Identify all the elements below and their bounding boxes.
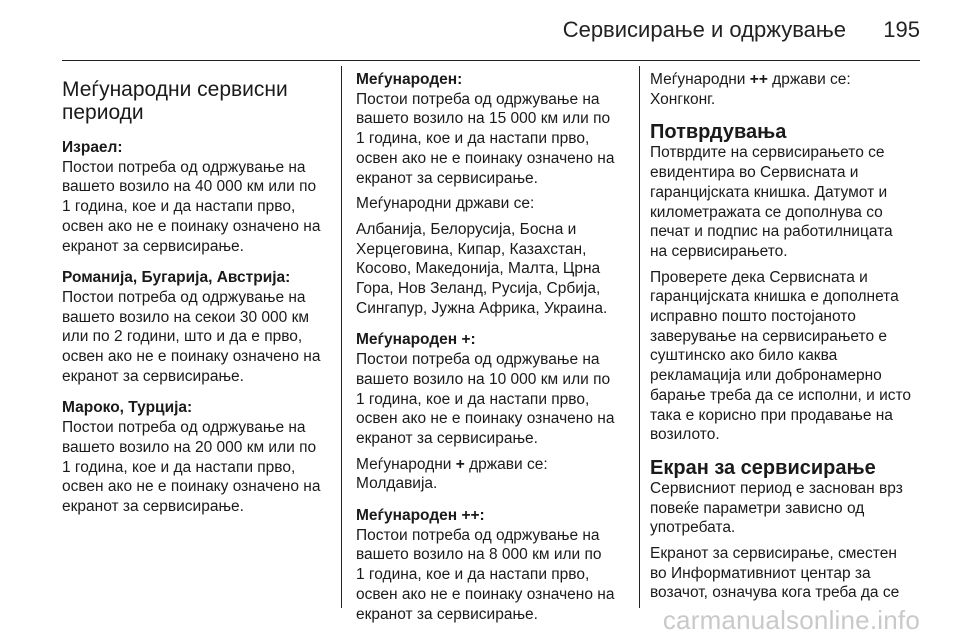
paragraph-morocco-turkey: Постои потреба од одржување на вашето возило на 20 000 км или по 1 година, кое и да настапи прво, освен ако не е поинаку означено на екранот за сервисирање. <box>62 419 321 515</box>
paragraph-romania-bulgaria-austria: Постои потреба од одржување на вашето возило на секои 30 000 км или по 2 години, што и да е прво, освен ако не е поинаку означено на екранот за сервисирање. <box>62 288 321 385</box>
page-number: 195 <box>883 17 920 42</box>
paragraph-international-plus-plus: Постои потреба од одржување на вашето возило на 8 000 км или по 1 година, кое и да настапи прво, освен ако не е поинаку означено на екранот за сервисирање. <box>356 526 615 623</box>
confirmations-paragraph-1: Потврдите на сервисирањето се евидентира во Сервисната и гаранцијската книшка. Датумот и километражата се дополнува со печат и подпис на работилницата на сервисирањето. <box>650 144 893 260</box>
paragraph-international-plus: Постои потреба од одржување на вашето возило на 10 000 км или по 1 година, кое и да настапи прво, освен ако не е поинаку означено на екранот за сервисирање. <box>356 351 615 447</box>
column-divider <box>341 66 342 608</box>
confirmations-paragraph-2: Проверете дека Сервисната и гаранцијската книшка е дополнета исправно пошто постојаното заверување на сервисирањето е суштинско ако било каква рекламација или добронамерно барање треба да се исполни, и исто така е корисно при продавање на возилото. <box>650 268 912 444</box>
international-countries-intro: Меѓународни држави се: <box>356 195 535 213</box>
service-display-paragraph-2: Екранот за сервисирање, сместен во Информативниот центар за возачот, означува кога треба да се <box>650 545 900 602</box>
paragraph-israel: Постои потреба од одржување на вашето возило на 40 000 км или по 1 година, кое и да настапи прво, освен ако не е поинаку означено на екранот за сервисирање. <box>62 158 321 255</box>
subheading-romania-bulgaria-austria: Романија, Бугарија, Австрија: <box>62 269 291 287</box>
subheading-international-plus-plus: Меѓународен ++: <box>356 507 485 525</box>
subheading-international: Меѓународен: <box>356 71 463 88</box>
running-title: Сервисирање и одржување <box>562 17 846 42</box>
service-display-heading: Екран за сервисирање <box>650 456 876 479</box>
subheading-morocco-turkey: Мароко, Турција: <box>62 399 193 417</box>
paragraph-international: Постои потреба од одржување на вашето возило на 15 000 км или по 1 година, кое и да настапи прво, освен ако не е поинаку означено на екранот за сервисирање. <box>356 90 615 187</box>
column-divider <box>639 66 640 608</box>
column-right <box>650 70 928 615</box>
column-middle <box>356 70 634 636</box>
confirmations-heading: Потврдувања <box>650 121 787 144</box>
subheading-israel: Израел: <box>62 139 123 156</box>
subheading-international-plus: Меѓународен +: <box>356 331 476 349</box>
section-heading: Меѓународни сервисни периоди <box>62 78 288 124</box>
international-plus-countries: Меѓународни + држави се: Молдавија. <box>356 455 548 493</box>
page-header <box>62 0 920 56</box>
column-left <box>62 70 328 529</box>
service-display-paragraph-1: Сервисниот период е заснован врз повеќе параметри зависно од употребата. <box>650 479 903 537</box>
header-rule <box>62 60 920 61</box>
watermark: carmanualsonline.info <box>662 605 920 635</box>
international-plus-plus-countries: Меѓународни ++ држави се: Хонгконг. <box>650 71 851 108</box>
international-countries-list: Албанија, Белорусија, Босна и Херцеговина, Кипар, Казахстан, Косово, Македонија, Малта, Црна Гора, Нов Зеланд, Русија, Србија, Сингапур, Јужна Африка, Украина. <box>356 220 608 317</box>
